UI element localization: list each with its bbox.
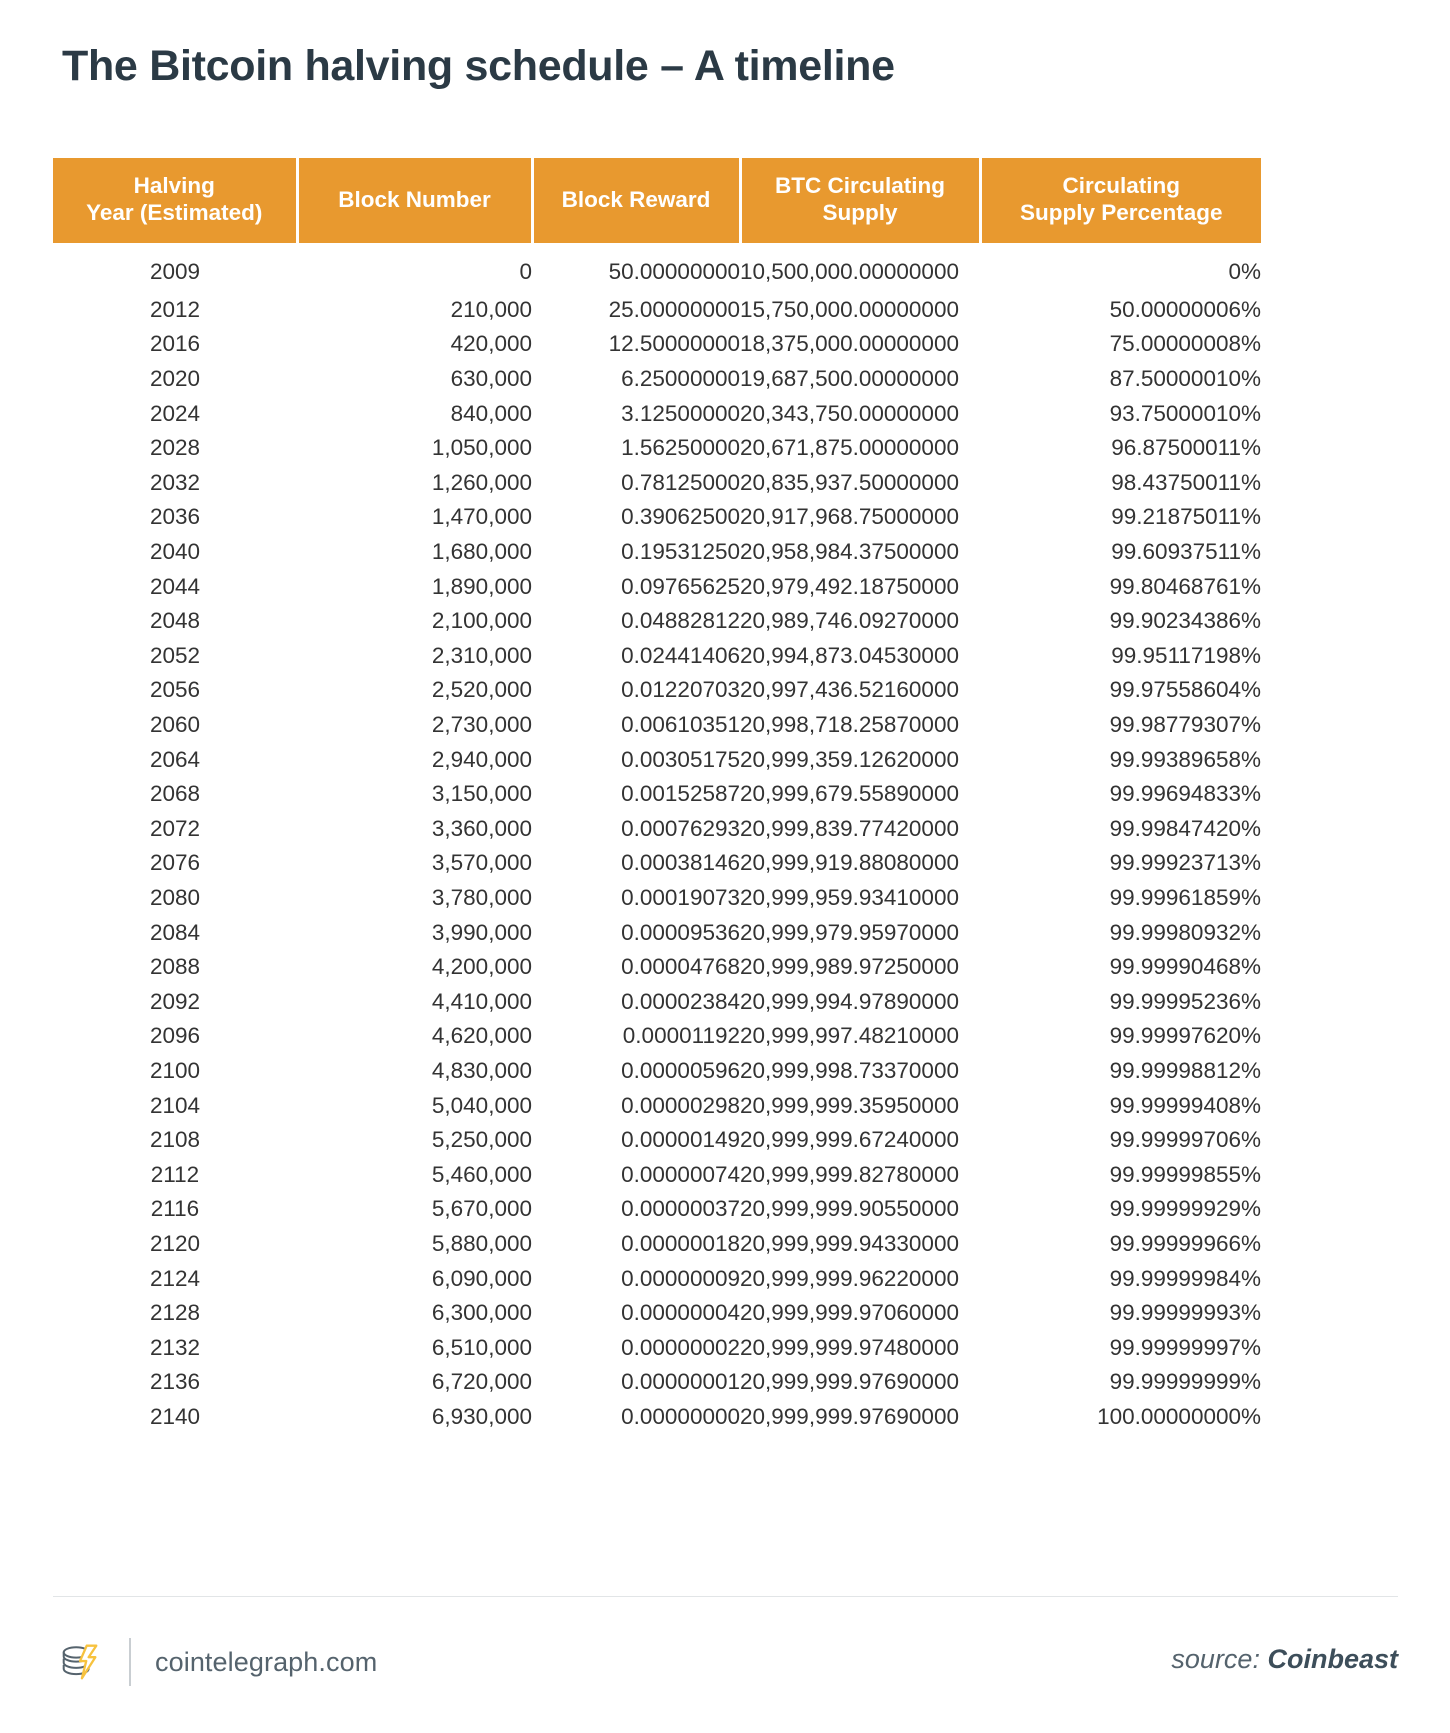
cell-year: 2120 xyxy=(149,1230,201,1256)
cell-pct: 98.43750011% xyxy=(1111,469,1261,495)
cell-block: 210,000 xyxy=(450,296,532,322)
cell-block: 3,570,000 xyxy=(431,850,532,876)
cell-year: 2016 xyxy=(149,331,201,357)
cell-reward: 0.00610351 xyxy=(621,712,740,737)
table-row xyxy=(53,1365,1261,1400)
cell-year: 2048 xyxy=(149,608,201,634)
cell-supply: 20,343,750.00000000 xyxy=(740,400,959,426)
cell-block: 1,470,000 xyxy=(431,504,532,530)
cell-supply: 20,999,999.97690000 xyxy=(740,1403,959,1429)
table-header xyxy=(53,158,1261,243)
cell-supply: 10,500,000.00000000 xyxy=(740,258,959,284)
cell-supply: 20,999,999.96220000 xyxy=(740,1265,959,1291)
cell-year: 2108 xyxy=(149,1127,201,1153)
cell-reward: 0.00000074 xyxy=(621,1161,740,1187)
cell-supply: 20,998,718.25870000 xyxy=(740,712,959,737)
cell-year: 2028 xyxy=(149,435,201,461)
cell-block: 420,000 xyxy=(450,331,532,357)
table-row xyxy=(53,777,1261,812)
cell-year: 2044 xyxy=(149,573,201,599)
table-row xyxy=(53,673,1261,708)
cell-pct: 99.99999408% xyxy=(1109,1092,1261,1118)
cell-supply: 20,999,994.97890000 xyxy=(740,988,959,1014)
cell-block: 6,090,000 xyxy=(431,1265,532,1291)
column-header-line2: Supply xyxy=(822,200,898,226)
table-row xyxy=(53,881,1261,916)
cell-block: 5,040,000 xyxy=(431,1092,532,1118)
cell-supply: 20,999,919.88080000 xyxy=(740,850,959,876)
cell-pct: 99.99999999% xyxy=(1109,1369,1261,1395)
cell-supply: 20,999,359.12620000 xyxy=(740,746,959,772)
cell-year: 2040 xyxy=(149,539,201,565)
cell-pct: 99.99694833% xyxy=(1109,781,1261,807)
cell-year: 2056 xyxy=(149,677,201,703)
cell-supply: 20,958,984.37500000 xyxy=(740,539,959,565)
cell-pct: 99.99999966% xyxy=(1109,1230,1261,1256)
cell-pct: 99.99997620% xyxy=(1109,1023,1261,1049)
cell-year: 2132 xyxy=(149,1334,201,1360)
cell-reward: 0.00004768 xyxy=(621,954,740,980)
cell-pct: 99.99999997% xyxy=(1109,1334,1261,1360)
table-row xyxy=(53,500,1261,535)
halving-schedule-table-container xyxy=(53,158,1261,1434)
table-row xyxy=(53,535,1261,570)
cell-block: 6,930,000 xyxy=(431,1403,532,1429)
cell-year: 2128 xyxy=(149,1300,201,1326)
table-row xyxy=(53,1158,1261,1193)
cell-supply: 20,917,968.75000000 xyxy=(740,504,959,530)
table-header-row xyxy=(53,158,1261,243)
cell-reward: 0.39062500 xyxy=(621,504,740,530)
cell-supply: 20,999,999.97480000 xyxy=(740,1334,959,1360)
cell-block: 3,780,000 xyxy=(431,884,532,910)
cell-block: 2,100,000 xyxy=(431,608,532,634)
cell-year: 2064 xyxy=(149,746,201,772)
table-row xyxy=(53,1262,1261,1297)
table-row xyxy=(53,639,1261,674)
cell-pct: 75.00000008% xyxy=(1109,331,1261,357)
table-row xyxy=(53,397,1261,432)
cell-year: 2052 xyxy=(149,642,201,668)
brand-block xyxy=(57,1636,377,1688)
cell-supply: 20,999,989.97250000 xyxy=(740,954,959,980)
table-row xyxy=(53,950,1261,985)
cell-year: 2068 xyxy=(149,781,201,807)
cell-supply: 19,687,500.00000000 xyxy=(740,366,959,392)
cell-reward: 0.00000149 xyxy=(621,1127,740,1153)
cell-block: 4,200,000 xyxy=(431,954,532,980)
cell-pct: 50.00000006% xyxy=(1109,296,1261,322)
table-body xyxy=(53,243,1261,1435)
column-header-block-number xyxy=(297,158,532,243)
cell-block: 1,050,000 xyxy=(431,435,532,461)
cell-pct: 99.90234386% xyxy=(1109,608,1261,634)
cell-block: 2,730,000 xyxy=(431,712,532,737)
cell-supply: 20,979,492.18750000 xyxy=(740,573,959,599)
cell-pct: 99.99980932% xyxy=(1109,919,1261,945)
cell-block: 4,830,000 xyxy=(431,1057,532,1083)
cell-supply: 15,750,000.00000000 xyxy=(740,296,959,322)
cell-block: 1,890,000 xyxy=(431,573,532,599)
cell-block: 3,360,000 xyxy=(431,815,532,841)
cell-block: 6,720,000 xyxy=(431,1369,532,1395)
cell-pct: 99.80468761% xyxy=(1109,573,1261,599)
cell-reward: 0.00001192 xyxy=(622,1023,740,1049)
cell-year: 2100 xyxy=(149,1057,201,1083)
table-row xyxy=(53,431,1261,466)
column-header-circulating-supply-percentage xyxy=(980,158,1261,243)
cell-reward: 0.19531250 xyxy=(621,539,740,565)
column-header-btc-circulating-supply xyxy=(740,158,980,243)
table-row xyxy=(53,846,1261,881)
table-row xyxy=(53,327,1261,362)
column-header-line1: Halving xyxy=(133,173,215,198)
brand-divider xyxy=(129,1638,131,1686)
cell-supply: 20,999,999.35950000 xyxy=(740,1092,959,1118)
cell-supply: 20,999,959.93410000 xyxy=(740,884,959,910)
cell-reward: 0.00000009 xyxy=(621,1265,740,1291)
cell-reward: 0.09765625 xyxy=(621,573,740,599)
cell-pct: 100.00000000% xyxy=(1097,1403,1261,1429)
table-row xyxy=(53,243,1261,293)
cell-pct: 99.99999993% xyxy=(1109,1300,1261,1326)
cell-supply: 18,375,000.00000000 xyxy=(740,331,959,357)
table-row xyxy=(53,1227,1261,1262)
cell-block: 3,990,000 xyxy=(431,919,532,945)
cell-block: 6,510,000 xyxy=(431,1334,532,1360)
cell-block: 3,150,000 xyxy=(431,781,532,807)
table-row xyxy=(53,1054,1261,1089)
column-header-line2: Year (Estimated) xyxy=(86,200,263,226)
cell-supply: 20,999,999.97690000 xyxy=(740,1369,959,1395)
cell-reward: 0.00152587 xyxy=(621,781,740,807)
table-row xyxy=(53,570,1261,605)
cell-pct: 87.50000010% xyxy=(1109,366,1261,392)
cell-year: 2140 xyxy=(149,1403,201,1429)
cell-year: 2076 xyxy=(149,850,201,876)
source-label: source: xyxy=(1171,1644,1260,1674)
table-row xyxy=(53,1331,1261,1366)
cell-year: 2080 xyxy=(149,884,201,910)
cell-block: 1,680,000 xyxy=(431,539,532,565)
coin-stack-lightning-icon xyxy=(57,1639,103,1685)
cell-supply: 20,999,999.97060000 xyxy=(740,1300,959,1326)
cell-reward: 6.25000000 xyxy=(621,366,740,392)
page-title: The Bitcoin halving schedule – A timeline xyxy=(62,42,895,90)
table-row xyxy=(53,743,1261,778)
cell-supply: 20,671,875.00000000 xyxy=(740,435,959,461)
cell-year: 2136 xyxy=(149,1369,201,1395)
table-row xyxy=(53,466,1261,501)
table-row xyxy=(53,1400,1261,1435)
table-row xyxy=(53,362,1261,397)
cell-supply: 20,999,999.94330000 xyxy=(740,1230,959,1256)
cell-pct: 0% xyxy=(1228,258,1261,284)
cell-reward: 0.00000001 xyxy=(621,1369,740,1395)
cell-supply: 20,999,999.90550000 xyxy=(740,1196,959,1222)
table-row xyxy=(53,293,1261,328)
cell-reward: 0.00000004 xyxy=(621,1300,740,1326)
cell-reward: 50.00000000 xyxy=(608,258,740,284)
column-header-line1: BTC Circulating xyxy=(774,173,945,198)
cell-supply: 20,999,679.55890000 xyxy=(740,781,959,807)
column-header-line1: Block Number xyxy=(338,186,491,212)
cell-year: 2092 xyxy=(149,988,201,1014)
cell-block: 4,410,000 xyxy=(431,988,532,1014)
column-header-block-reward xyxy=(532,158,740,243)
brand-website-label: cointelegraph.com xyxy=(155,1646,378,1677)
cell-reward: 12.50000000 xyxy=(608,331,740,357)
cell-supply: 20,989,746.09270000 xyxy=(740,608,959,634)
cell-year: 2024 xyxy=(149,400,201,426)
cell-pct: 99.98779307% xyxy=(1109,712,1261,737)
column-header-halving-year xyxy=(53,158,297,243)
cell-year: 2020 xyxy=(149,366,201,392)
table-row xyxy=(53,604,1261,639)
table-row xyxy=(53,1089,1261,1124)
table-row xyxy=(53,1019,1261,1054)
cell-reward: 0.78125000 xyxy=(621,469,740,495)
table-row xyxy=(53,1123,1261,1158)
cell-supply: 20,835,937.50000000 xyxy=(740,469,959,495)
cell-block: 2,940,000 xyxy=(431,746,532,772)
cell-block: 5,460,000 xyxy=(431,1161,532,1187)
cell-supply: 20,999,999.82780000 xyxy=(740,1161,959,1187)
cell-pct: 99.99961859% xyxy=(1109,884,1261,910)
cell-pct: 99.99990468% xyxy=(1109,954,1261,980)
cell-block: 840,000 xyxy=(450,400,532,426)
cell-pct: 99.99999984% xyxy=(1109,1265,1261,1291)
table-row xyxy=(53,1192,1261,1227)
source-attribution xyxy=(1171,1644,1398,1675)
cell-supply: 20,999,997.48210000 xyxy=(740,1023,959,1049)
column-header-line1: Circulating xyxy=(1062,173,1180,198)
cell-pct: 99.60937511% xyxy=(1111,539,1261,565)
cell-pct: 99.99998812% xyxy=(1109,1057,1261,1083)
table-row xyxy=(53,985,1261,1020)
cell-block: 5,880,000 xyxy=(431,1230,532,1256)
cell-reward: 0.00000298 xyxy=(621,1092,740,1118)
cell-block: 2,520,000 xyxy=(431,677,532,703)
cell-year: 2036 xyxy=(149,504,201,530)
cell-reward: 0.00000002 xyxy=(621,1334,740,1360)
cell-reward: 0.00076293 xyxy=(621,815,740,841)
cell-year: 2084 xyxy=(149,919,201,945)
cell-reward: 0.00305175 xyxy=(621,746,740,772)
cell-block: 5,250,000 xyxy=(431,1127,532,1153)
cell-reward: 0.00000596 xyxy=(621,1057,740,1083)
cell-pct: 99.97558604% xyxy=(1109,677,1261,703)
cell-reward: 0.00000037 xyxy=(621,1196,740,1222)
cell-reward: 0.00000000 xyxy=(621,1403,740,1429)
table-row xyxy=(53,916,1261,951)
cell-reward: 1.56250000 xyxy=(621,435,740,461)
cell-pct: 96.87500011% xyxy=(1111,435,1261,461)
cell-reward: 3.12500000 xyxy=(621,400,740,426)
cell-year: 2088 xyxy=(149,954,201,980)
cell-reward: 0.00038146 xyxy=(621,850,740,876)
cell-pct: 93.75000010% xyxy=(1109,400,1261,426)
halving-schedule-table xyxy=(53,158,1261,1434)
cell-pct: 99.99999706% xyxy=(1109,1127,1261,1153)
table-row xyxy=(53,1296,1261,1331)
cell-pct: 99.99847420% xyxy=(1109,815,1261,841)
column-header-line2: Supply Percentage xyxy=(1019,200,1223,226)
cell-supply: 20,999,998.73370000 xyxy=(740,1057,959,1083)
cell-reward: 0.00000018 xyxy=(621,1230,740,1256)
cell-supply: 20,999,999.67240000 xyxy=(740,1127,959,1153)
cell-pct: 99.99389658% xyxy=(1109,746,1261,772)
cell-pct: 99.99999855% xyxy=(1109,1161,1261,1187)
cell-reward: 0.00019073 xyxy=(621,884,740,910)
cell-block: 5,670,000 xyxy=(431,1196,532,1222)
cell-reward: 25.00000000 xyxy=(608,296,740,322)
cell-block: 4,620,000 xyxy=(431,1023,532,1049)
column-header-line1: Block Reward xyxy=(561,186,711,212)
cell-pct: 99.99923713% xyxy=(1109,850,1261,876)
cell-reward: 0.01220703 xyxy=(621,677,740,703)
cell-block: 630,000 xyxy=(450,366,532,392)
cell-pct: 99.21875011% xyxy=(1111,504,1261,530)
cell-block: 1,260,000 xyxy=(431,469,532,495)
cell-reward: 0.00009536 xyxy=(621,919,740,945)
cell-reward: 0.02441406 xyxy=(621,642,740,668)
cell-year: 2104 xyxy=(149,1092,201,1118)
cell-year: 2060 xyxy=(149,712,201,737)
cell-supply: 20,999,979.95970000 xyxy=(740,919,959,945)
cell-reward: 0.00002384 xyxy=(621,988,740,1014)
source-name: Coinbeast xyxy=(1267,1644,1398,1674)
cell-year: 2009 xyxy=(149,258,201,284)
footer xyxy=(0,1596,1450,1733)
cell-year: 2096 xyxy=(149,1023,201,1049)
cell-year: 2012 xyxy=(149,296,201,322)
cell-year: 2032 xyxy=(149,469,201,495)
table-row xyxy=(53,812,1261,847)
cell-pct: 99.99999929% xyxy=(1109,1196,1261,1222)
cell-block: 0 xyxy=(519,258,532,284)
cell-supply: 20,997,436.52160000 xyxy=(740,677,959,703)
cell-supply: 20,994,873.04530000 xyxy=(740,642,959,668)
cell-year: 2112 xyxy=(150,1161,200,1187)
cell-year: 2116 xyxy=(150,1196,200,1222)
cell-year: 2124 xyxy=(149,1265,201,1291)
cell-pct: 99.95117198% xyxy=(1111,642,1261,668)
cell-block: 6,300,000 xyxy=(431,1300,532,1326)
cell-year: 2072 xyxy=(149,815,201,841)
cell-supply: 20,999,839.77420000 xyxy=(740,815,959,841)
footer-divider xyxy=(53,1596,1398,1597)
table-row xyxy=(53,708,1261,743)
cell-block: 2,310,000 xyxy=(431,642,532,668)
cell-pct: 99.99995236% xyxy=(1109,988,1261,1014)
cell-reward: 0.04882812 xyxy=(621,608,740,634)
